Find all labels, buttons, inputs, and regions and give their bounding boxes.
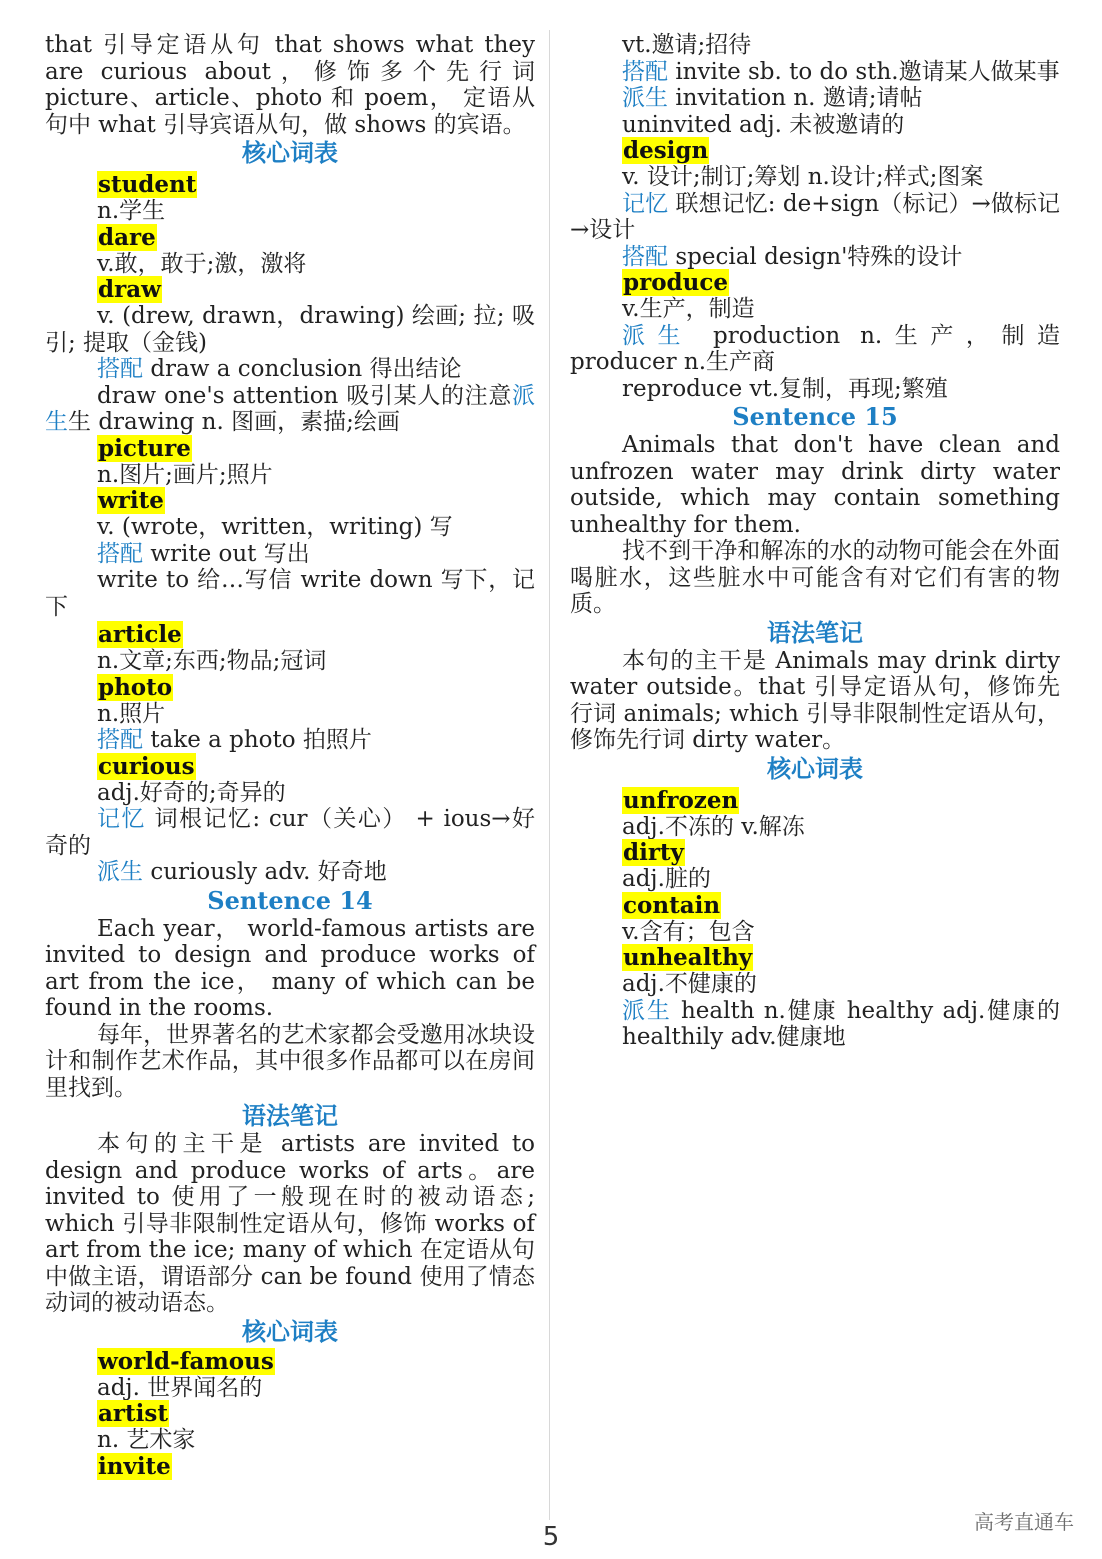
vocab-def-design: v. 设计;制订;筹划 n.设计;样式;图案 — [622, 164, 984, 190]
sentence-14-english: Each year， world-famous artists are invited to design and produce works of art from the ice， many of which can be found in the rooms. — [45, 915, 535, 1021]
watermark-text: 高考直通车 — [974, 1510, 1074, 1534]
vocab-word-unfrozen: unfrozen — [623, 786, 739, 814]
sentence-15-english: Animals that don't have clean and unfrozen water may drink dirty water outside, which may contain something unhealthy for them. — [570, 432, 1060, 538]
collocation-invite: 搭配 invite sb. to do sth.邀请某人做某事 — [622, 58, 1060, 85]
extra-invite: uninvited adj. 未被邀请的 — [622, 111, 905, 138]
sentence-title-15: Sentence 15 — [732, 402, 898, 431]
grammar-note-14: 本句的主干是 artists are invited to design and produce works of arts。are invited to 使用了一般现在时的被动语态; which 引导非限制性定语从句，修饰 works of art from the ice; many of which 在定语从句中做主语，谓语部分 can be found 使用了情态动词的被动语态。 — [45, 1131, 535, 1316]
vocab-word-contain: contain — [623, 891, 721, 919]
sentence-15-chinese: 找不到干净和解冻的水的动物可能会在外面喝脏水，这些脏水中可能含有对它们有害的物质。 — [570, 538, 1060, 617]
vocab-word-world-famous: world-famous — [98, 1347, 274, 1375]
vocab-def-article: n.文章;东西;物品;冠词 — [97, 648, 327, 674]
column-divider — [549, 30, 550, 1520]
vocab-def-student: n.学生 — [97, 198, 166, 224]
vocab-word-produce: produce — [623, 269, 728, 296]
vocab-word-student: student — [98, 171, 197, 198]
intro-paragraph: that 引导定语从句 that shows what they are curious about，修饰多个先行词 picture、article、photo 和 poem， 定语从句中 what 引导宾语从句，做 shows 的宾语。 — [45, 32, 535, 138]
vocab-def-write: v. (wrote，written，writing) 写 — [97, 514, 453, 540]
collocation-write: 搭配 write out 写出 — [97, 540, 310, 567]
vocab-def-artist: n. 艺术家 — [97, 1427, 196, 1453]
collocation-write-2: write to 给…写信 write down 写下，记下 — [45, 567, 535, 620]
vocab-word-invite: invite — [98, 1452, 171, 1480]
vocab-def-curious: adj.好奇的;奇异的 — [97, 779, 286, 806]
vocab-word-artist: artist — [98, 1400, 168, 1427]
section-title-vocab: 核心词表 — [242, 138, 338, 167]
vocab-word-article: article — [98, 621, 182, 648]
left-column — [45, 32, 535, 1480]
collocation-draw: 搭配 draw a conclusion 得出结论 — [97, 356, 462, 382]
derivative-curious: 派生 curiously adv. 好奇地 — [97, 859, 387, 885]
collocation-draw-2: draw one's attention 吸引某人的注意派生生 drawing n. 图画，素描;绘画 — [45, 382, 535, 435]
vocab-word-design: design — [623, 137, 709, 164]
vocab-word-unhealthy: unhealthy — [623, 944, 753, 971]
sentence-title-14: Sentence 14 — [207, 885, 373, 915]
page-number: 5 — [542, 1522, 560, 1552]
vocab-word-picture: picture — [98, 434, 191, 462]
memory-design: 记忆 联想记忆: de+sign（标记）→做标记→设计 — [570, 190, 1061, 243]
vocab-def-invite: vt.邀请;招待 — [622, 32, 752, 58]
vocab-def-produce: v.生产，制造 — [622, 296, 755, 322]
memory-curious: 记忆 词根记忆: cur（关心） + ious→好奇的 — [45, 806, 536, 859]
right-column — [570, 32, 1060, 1051]
vocab-def-unfrozen: adj.不冻的 v.解冻 — [622, 813, 805, 840]
vocab-word-draw: draw — [98, 276, 161, 303]
derivative-produce: 派生 production n.生产，制造 producer n.生产商 — [570, 322, 1061, 375]
section-title-vocab-3: 核心词表 — [767, 753, 863, 783]
collocation-design: 搭配 special design'特殊的设计 — [622, 243, 963, 270]
vocab-word-write: write — [98, 487, 164, 514]
vocab-def-contain: v.含有；包含 — [622, 918, 755, 945]
vocab-def-unhealthy: adj.不健康的 — [622, 971, 757, 997]
section-title-grammar: 语法笔记 — [242, 1101, 338, 1130]
vocab-word-dirty: dirty — [623, 839, 684, 866]
vocab-def-world-famous: adj. 世界闻名的 — [97, 1374, 263, 1401]
vocab-word-photo: photo — [98, 673, 173, 701]
vocab-def-picture: n.图片;画片;照片 — [97, 461, 273, 488]
derivative-unhealthy: 派生 health n.健康 healthy adj.健康的 healthily adv.健康地 — [622, 997, 1061, 1050]
vocab-def-dirty: adj.脏的 — [622, 866, 711, 892]
vocab-def-dare: v.敢，敢于;激，激将 — [97, 250, 307, 277]
vocab-def-photo: n.照片 — [97, 700, 166, 727]
vocab-def-draw: v. (drew, drawn，drawing) 绘画; 拉; 吸引; 提取（金钱) — [45, 303, 535, 356]
vocab-word-dare: dare — [98, 223, 156, 251]
vocab-word-curious: curious — [98, 752, 195, 780]
section-title-vocab-2: 核心词表 — [242, 1316, 338, 1346]
sentence-14-chinese: 每年，世界著名的艺术家都会受邀用冰块设计和制作艺术作品，其中很多作品都可以在房间里找到。 — [45, 1021, 535, 1101]
collocation-photo: 搭配 take a photo 拍照片 — [97, 727, 372, 753]
section-title-grammar-2: 语法笔记 — [767, 617, 863, 647]
derivative-invite: 派生 invitation n. 邀请;请帖 — [622, 85, 923, 111]
grammar-note-15: 本句的主干是 Animals may drink dirty water outside。that 引导定语从句，修饰先行词 animals; which 引导非限制性定语从句，修饰先行词 dirty water。 — [570, 647, 1060, 753]
extra-produce: reproduce vt.复制，再现;繁殖 — [622, 375, 948, 402]
